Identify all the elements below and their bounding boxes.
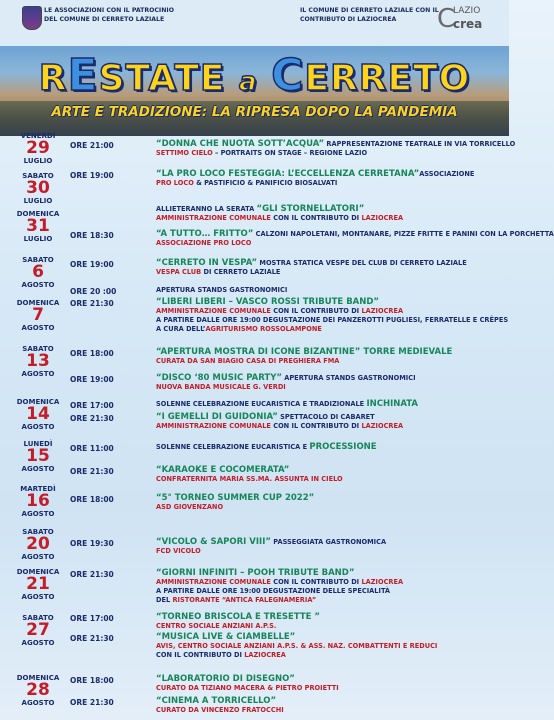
- event-description: [156, 697, 502, 715]
- date-block: [8, 485, 68, 518]
- event-title-2: TORRE MEDIEVALE: [360, 347, 453, 357]
- event-row: [70, 170, 500, 190]
- event-row: [70, 697, 500, 717]
- day-number: 31: [26, 216, 50, 236]
- event-description: [156, 466, 502, 484]
- event-title: “VICOLO & SAPORI VIII”: [156, 537, 271, 547]
- event-line-4b: RISTORANTE “ANTICA FALEGNAMERIA”: [172, 596, 317, 604]
- month-name: AGOSTO: [21, 593, 55, 601]
- date-block: [8, 528, 68, 561]
- day-number: 29: [26, 138, 50, 158]
- event-title: “I GEMELLI DI GUIDONIA”: [156, 412, 278, 422]
- event-organizer-2: – PORTRAITS ON STAGE – REGIONE LAZIO: [212, 149, 368, 157]
- month-name: AGOSTO: [21, 370, 55, 378]
- event-organizer: AMMINISTRAZIONE COMUNALE: [156, 214, 271, 222]
- day-of-week: SABATO: [22, 614, 54, 622]
- month-name: AGOSTO: [21, 281, 55, 289]
- day-of-week: SABATO: [22, 172, 54, 180]
- event-text: RAPPRESENTAZIONE TEATRALE IN VIA TORRICELLO: [324, 140, 516, 148]
- event-organizer-3: LAZIOCREA: [361, 422, 404, 430]
- event-row: [70, 259, 500, 279]
- event-organizer-2: CON IL CONTRIBUTO DI: [270, 214, 362, 222]
- event-time: ORE 21:30: [70, 467, 114, 476]
- event-organizer: CURATA DA SAN BIAGIO CASA DI PREGHIERA FMA: [156, 357, 340, 365]
- event-time: ORE 21:30: [70, 414, 114, 423]
- event-time: ORE 11:00: [70, 444, 114, 453]
- event-organizer: PRO LOCO: [156, 179, 194, 187]
- event-organizer: ASD GIOVENZANO: [156, 503, 224, 511]
- event-row: [70, 633, 500, 665]
- date-block: [8, 299, 68, 332]
- event-line-4a: DEL: [156, 596, 173, 604]
- event-description: [156, 348, 502, 366]
- date-block: [8, 172, 68, 205]
- month-name: AGOSTO: [21, 324, 55, 332]
- event-description: [156, 374, 502, 392]
- event-time: ORE 21:30: [70, 299, 114, 308]
- event-row: [70, 538, 500, 558]
- day-number: 7: [32, 305, 44, 325]
- day-of-week: SABATO: [22, 345, 54, 353]
- event-description: [156, 538, 502, 556]
- event-text: CALZONI NAPOLETANI, MONTANARE, PIZZE FRITTE E PANINI CON LA PORCHETTA: [253, 230, 554, 238]
- page-title: RESTATE a CERRETO: [38, 50, 471, 101]
- event-description: [156, 259, 502, 277]
- event-time: ORE 18:00: [70, 676, 114, 685]
- day-number: 6: [32, 262, 44, 282]
- event-organizer: CENTRO SOCIALE ANZIANI A.P.S.: [156, 622, 277, 630]
- date-block: [8, 210, 68, 243]
- event-organizer: VESPA CLUB: [156, 268, 202, 276]
- event-organizer-2: CON IL CONTRIBUTO DI: [270, 422, 362, 430]
- month-name: AGOSTO: [21, 465, 55, 473]
- event-line-4a: A CURA DELL’: [156, 325, 206, 333]
- event-description: [156, 569, 502, 605]
- event-row: [70, 400, 500, 412]
- event-title: “GIORNI INFINITI – POOH TRIBUTE BAND”: [156, 568, 355, 578]
- month-name: LUGLIO: [23, 235, 53, 243]
- event-time: ORE 18:00: [70, 495, 114, 504]
- event-time: ORE 20 :00: [70, 287, 117, 296]
- month-name: AGOSTO: [21, 639, 55, 647]
- day-number: 21: [26, 574, 50, 594]
- day-of-week: SABATO: [22, 256, 54, 264]
- event-organizer: AMMINISTRAZIONE COMUNALE: [156, 307, 271, 315]
- comune-line-1: IL COMUNE DI CERRETO LAZIALE CON IL: [300, 7, 439, 14]
- day-number: 16: [26, 491, 50, 511]
- day-number: 20: [26, 534, 50, 554]
- event-organizer: ASSOCIAZIONE: [156, 239, 214, 247]
- event-text: PASSEGGIATA GASTRONOMICA: [270, 538, 387, 546]
- event-title: “CINEMA A TORRICELLO”: [156, 696, 277, 706]
- subtitle: ARTE E TRADIZIONE: LA RIPRESA DOPO LA PANDEMIA: [51, 104, 458, 120]
- event-row: [70, 374, 500, 394]
- event-time: ORE 17:00: [70, 614, 114, 623]
- day-of-week: DOMENICA: [16, 210, 60, 218]
- date-block: [8, 132, 68, 165]
- event-row: [70, 413, 500, 433]
- event-time: ORE 21:30: [70, 698, 114, 707]
- month-name: AGOSTO: [21, 553, 55, 561]
- day-of-week: DOMENICA: [16, 568, 60, 576]
- coat-of-arms-icon: [22, 6, 42, 30]
- event-title: “DISCO ‘80 MUSIC PARTY”: [156, 373, 282, 383]
- day-of-week: DOMENICA: [16, 299, 60, 307]
- event-pre: ALLIETERANNO LA SERATA: [156, 205, 257, 213]
- month-name: AGOSTO: [21, 699, 55, 707]
- event-description: [156, 229, 554, 248]
- comune-text: [300, 6, 439, 24]
- event-time: ORE 21:30: [70, 570, 114, 579]
- event-description: [156, 139, 516, 158]
- event-title: “LABORATORIO DI DISEGNO”: [156, 674, 295, 684]
- event-row: [70, 675, 500, 695]
- month-name: LUGLIO: [23, 197, 53, 205]
- event-line-4b: LAZIOCREA: [244, 651, 286, 659]
- event-title: “DONNA CHE NUOTA SOTT’ACQUA”: [156, 139, 325, 149]
- event-organizer-2: & PASTIFICIO & PANIFICIO BIOSALVATI: [193, 179, 338, 187]
- date-block: [8, 568, 68, 601]
- day-number: 14: [26, 404, 50, 424]
- event-time: ORE 18:30: [70, 231, 114, 240]
- event-time: ORE 21:00: [70, 141, 114, 150]
- event-title: “A TUTTO… FRITTO”: [156, 229, 254, 239]
- event-time: ORE 21:30: [70, 634, 114, 643]
- day-of-week: LUNEDÌ: [23, 440, 53, 448]
- event-title: “GLI STORNELLATORI”: [256, 204, 365, 214]
- event-row: [70, 139, 516, 160]
- event-text: SPETTACOLO DI CABARET: [277, 413, 375, 421]
- day-number: 28: [26, 680, 50, 700]
- event-text: SOLENNE CELEBRAZIONE EUCARISTICA E: [156, 443, 310, 451]
- date-block: [8, 256, 68, 289]
- event-title: “LA PRO LOCO FESTEGGIA: L’ECCELLENZA CERRETANA”: [156, 169, 420, 179]
- event-text: APERTURA STANDS GASTRONOMICI: [281, 374, 416, 382]
- event-organizer: CURATO DA: [156, 706, 202, 714]
- event-title: “5° TORNEO SUMMER CUP 2022”: [156, 493, 315, 503]
- event-description: [156, 494, 502, 512]
- event-row: [70, 569, 500, 613]
- day-of-week: SABATO: [22, 528, 54, 536]
- event-row: [70, 443, 500, 455]
- event-text: SOLENNE CELEBRAZIONE EUCARISTICA E TRADIZIONALE: [156, 400, 367, 408]
- date-block: [8, 614, 68, 647]
- event-title: “LIBERI LIBERI – VASCO ROSSI TRIBUTE BAND”: [156, 297, 380, 307]
- event-time: ORE 19:30: [70, 539, 114, 548]
- event-time: ORE 18:00: [70, 349, 114, 358]
- day-of-week: DOMENICA: [16, 674, 60, 682]
- event-title: “MUSICA LIVE & CIAMBELLE”: [156, 632, 296, 642]
- event-organizer-3: TIZIANO MACERA & PIETRO PROIETTI: [201, 684, 339, 692]
- assoc-line-2: DEL COMUNE DI CERRETO LAZIALE: [44, 16, 165, 23]
- month-name: AGOSTO: [21, 423, 55, 431]
- event-organizer-3: VINCENZO FRATOCCHI: [201, 706, 284, 714]
- event-description: [156, 633, 502, 660]
- date-block: [8, 674, 68, 707]
- event-organizer: NUOVA BANDA MUSICALE G. VERDI: [156, 383, 286, 391]
- event-organizer: FCD VICOLO: [156, 547, 201, 555]
- assoc-line-1: LE ASSOCIAZIONI CON IL PATROCINIO: [44, 7, 174, 14]
- event-row: [70, 613, 500, 633]
- event-time: ORE 19:00: [70, 171, 114, 180]
- logo-bottom: crea: [453, 17, 483, 31]
- event-time: ORE 17:00: [70, 401, 114, 410]
- logo-top: LAZIO: [453, 6, 481, 16]
- laziocrea-logo: [437, 2, 499, 34]
- header-bar: [0, 0, 509, 46]
- event-organizer: CURATO DA: [156, 684, 202, 692]
- day-of-week: DOMENICA: [16, 398, 60, 406]
- event-row: [70, 348, 500, 368]
- event-organizer: AMMINISTRAZIONE COMUNALE: [156, 578, 271, 586]
- event-description: [156, 297, 509, 334]
- event-organizer-2: DI CERRETO LAZIALE: [201, 268, 281, 276]
- event-organizer: SETTIMO CIELO: [156, 149, 213, 157]
- event-title: “CERRETO IN VESPA”: [156, 258, 258, 268]
- date-block: [8, 345, 68, 378]
- event-title-2: INCHINATA: [366, 399, 418, 409]
- event-text: ASSOCIAZIONE: [419, 170, 475, 178]
- event-organizer-3: LAZIOCREA: [361, 214, 404, 222]
- event-organizer-2: CON IL CONTRIBUTO DI: [270, 307, 362, 315]
- logo-c-icon: C: [437, 4, 456, 34]
- event-line-4a: CON IL CONTRIBUTO DI: [156, 651, 245, 659]
- event-organizer-2: CON IL CONTRIBUTO DI: [270, 578, 362, 586]
- event-title: “APERTURA MOSTRA DI ICONE BIZANTINE”: [156, 347, 361, 357]
- event-organizer: AVIS, CENTRO SOCIALE ANZIANI A.P.S. & ASS. NAZ. COMBATTENTI E REDUCI: [156, 642, 438, 650]
- event-title: “TORNEO BRISCOLA E TRESETTE ”: [156, 612, 320, 622]
- event-description: [156, 443, 502, 452]
- day-number: 13: [26, 351, 50, 371]
- event-organizer: AMMINISTRAZIONE COMUNALE: [156, 422, 271, 430]
- event-row: [70, 466, 500, 486]
- event-time: ORE 19:00: [70, 260, 114, 269]
- associations-text: [44, 6, 174, 24]
- event-description: [156, 286, 502, 295]
- event-time: ORE 19:00: [70, 375, 114, 384]
- event-organizer-3: PRO LOCO: [213, 239, 252, 247]
- event-organizer-3: LAZIOCREA: [361, 307, 404, 315]
- event-title-2: PROCESSIONE: [309, 442, 377, 452]
- event-text: MOSTRA STATICA VESPE DEL CLUB DI CERRETO LAZIALE: [257, 259, 467, 267]
- event-row: [70, 205, 500, 225]
- day-number: 15: [26, 446, 50, 466]
- event-text: APERTURA STANDS GASTRONOMICI: [156, 286, 288, 294]
- day-of-week: MARTEDÌ: [20, 485, 56, 493]
- event-description: [156, 400, 502, 409]
- event-description: [156, 170, 502, 188]
- event-organizer: CONFRATERNITA MARIA SS.MA. ASSUNTA IN CIELO: [156, 475, 343, 483]
- event-description: [156, 205, 502, 223]
- event-row: [70, 494, 500, 514]
- event-organizer-3: LAZIOCREA: [361, 578, 404, 586]
- day-number: 30: [26, 178, 50, 198]
- date-block: [8, 398, 68, 431]
- month-name: LUGLIO: [23, 157, 53, 165]
- date-block: [8, 440, 68, 473]
- event-row: [70, 229, 554, 250]
- day-number: 27: [26, 620, 50, 640]
- day-of-week: VENERDÌ: [20, 132, 56, 140]
- event-line-4b: AGRITURISMO ROSSOLAMPONE: [205, 325, 322, 333]
- month-name: AGOSTO: [21, 510, 55, 518]
- event-description: [156, 613, 502, 631]
- event-line-3: A PARTIRE DALLE ORE 19:00 DEGUSTAZIONE DEI PANZEROTTI PUGLIESI, FERRATELLE E CRÊPES: [156, 316, 509, 324]
- event-title: “KARAOKE E COCOMERATA”: [156, 465, 290, 475]
- comune-line-2: CONTRIBUTO DI LAZIOCREA: [300, 16, 397, 23]
- event-line-3: A PARTIRE DALLE ORE 19:00 DEGUSTAZIONE DELLE SPECIALITÀ: [156, 587, 391, 595]
- event-description: [156, 675, 502, 693]
- event-row: [70, 297, 509, 342]
- event-description: [156, 413, 502, 431]
